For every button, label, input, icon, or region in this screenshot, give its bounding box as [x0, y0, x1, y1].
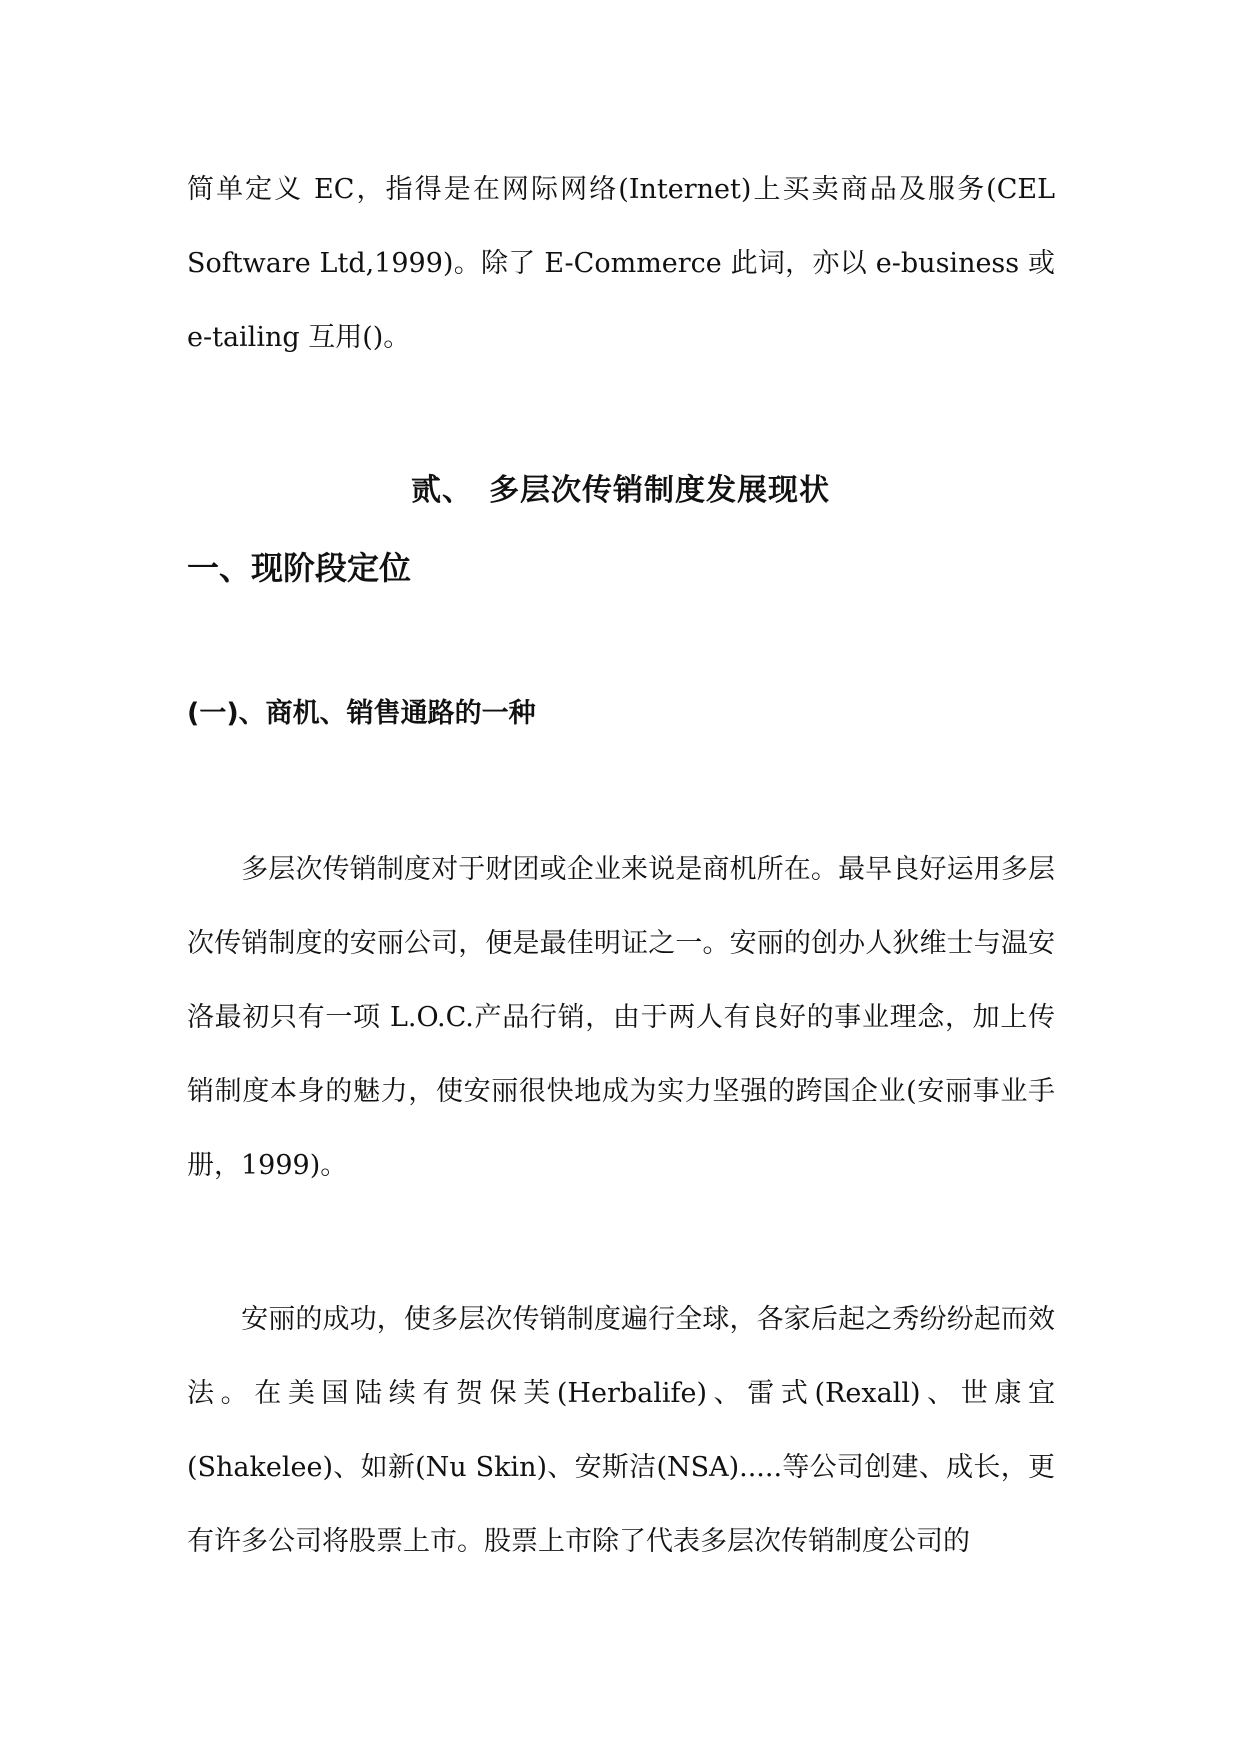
- section-heading: 贰、 多层次传销制度发展现状: [411, 473, 830, 508]
- body-paragraph-2: [187, 1283, 1055, 1579]
- body-paragraph-2-text: 安丽的成功，使多层次传销制度遍行全球，各家后起之秀纷纷起而效法。在美国陆续有贺保芙(Herbalife)、雷式(Rexall)、世康宜(Shakelee)、如新(Nu Skin)、安斯洁(NSA).....等公司创建、成长，更有许多公司将股票上市。股票上市除了代表多层次传销制度公司的: [187, 1304, 1055, 1557]
- subsubsection-heading: (一)、商机、销售通路的一种: [187, 698, 536, 729]
- intro-paragraph: 简单定义 EC，指得是在网际网络(Internet)上买卖商品及服务(CEL Software Ltd,1999)。除了 E-Commerce 此词，亦以 e-business 或 e-tailing 互用()。: [187, 174, 1055, 353]
- body-paragraph-1: [187, 833, 1055, 1203]
- subsection-heading: 一、现阶段定位: [187, 549, 412, 587]
- body-paragraph-1-text: 多层次传销制度对于财团或企业来说是商机所在。最早良好运用多层次传销制度的安丽公司，便是最佳明证之一。安丽的创办人狄维士与温安洛最初只有一项 L.O.C.产品行销，由于两人有良好的事业理念，加上传销制度本身的魅力，使安丽很快地成为实力坚强的跨国企业(安丽事业手册，1999)。: [187, 854, 1055, 1181]
